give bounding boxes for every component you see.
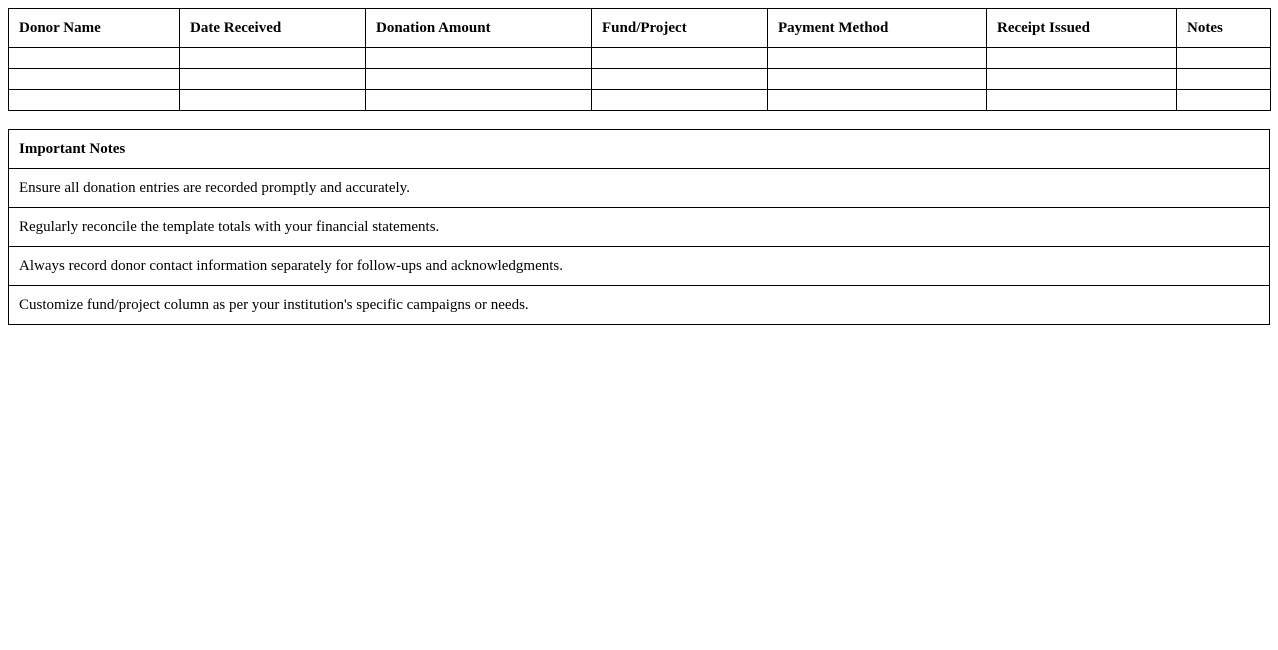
list-item (9, 208, 1270, 247)
list-item (9, 286, 1270, 325)
table-cell (592, 69, 768, 90)
table-cell (180, 90, 366, 111)
column-header-receipt-issued: Receipt Issued (987, 9, 1177, 48)
table-cell (9, 90, 180, 111)
table-row (9, 48, 1271, 69)
table-cell (180, 69, 366, 90)
table-cell (9, 48, 180, 69)
note-text: Ensure all donation entries are recorded promptly and accurately. (9, 169, 1270, 208)
table-row (9, 90, 1271, 111)
table-cell (987, 48, 1177, 69)
table-cell (180, 48, 366, 69)
important-notes-table (8, 129, 1270, 325)
notes-title: Important Notes (9, 130, 1270, 169)
table-cell (592, 48, 768, 69)
table-cell (592, 90, 768, 111)
table-cell (987, 69, 1177, 90)
table-cell (768, 90, 987, 111)
table-row (9, 69, 1271, 90)
table-cell (366, 90, 592, 111)
table-cell (1177, 48, 1271, 69)
column-header-date-received: Date Received (180, 9, 366, 48)
notes-header-row (9, 130, 1270, 169)
table-cell (768, 69, 987, 90)
note-text: Regularly reconcile the template totals with your financial statements. (9, 208, 1270, 247)
table-cell (768, 48, 987, 69)
table-cell (1177, 69, 1271, 90)
column-header-notes: Notes (1177, 9, 1271, 48)
table-cell (366, 48, 592, 69)
column-header-fund-project: Fund/Project (592, 9, 768, 48)
table-cell (366, 69, 592, 90)
column-header-donation-amount: Donation Amount (366, 9, 592, 48)
note-text: Customize fund/project column as per your institution's specific campaigns or needs. (9, 286, 1270, 325)
list-item (9, 247, 1270, 286)
list-item (9, 169, 1270, 208)
table-cell (1177, 90, 1271, 111)
table-header-row (9, 9, 1271, 48)
column-header-donor-name: Donor Name (9, 9, 180, 48)
table-cell (987, 90, 1177, 111)
donation-log-table (8, 8, 1271, 111)
note-text: Always record donor contact information separately for follow-ups and acknowledgments. (9, 247, 1270, 286)
table-cell (9, 69, 180, 90)
column-header-payment-method: Payment Method (768, 9, 987, 48)
